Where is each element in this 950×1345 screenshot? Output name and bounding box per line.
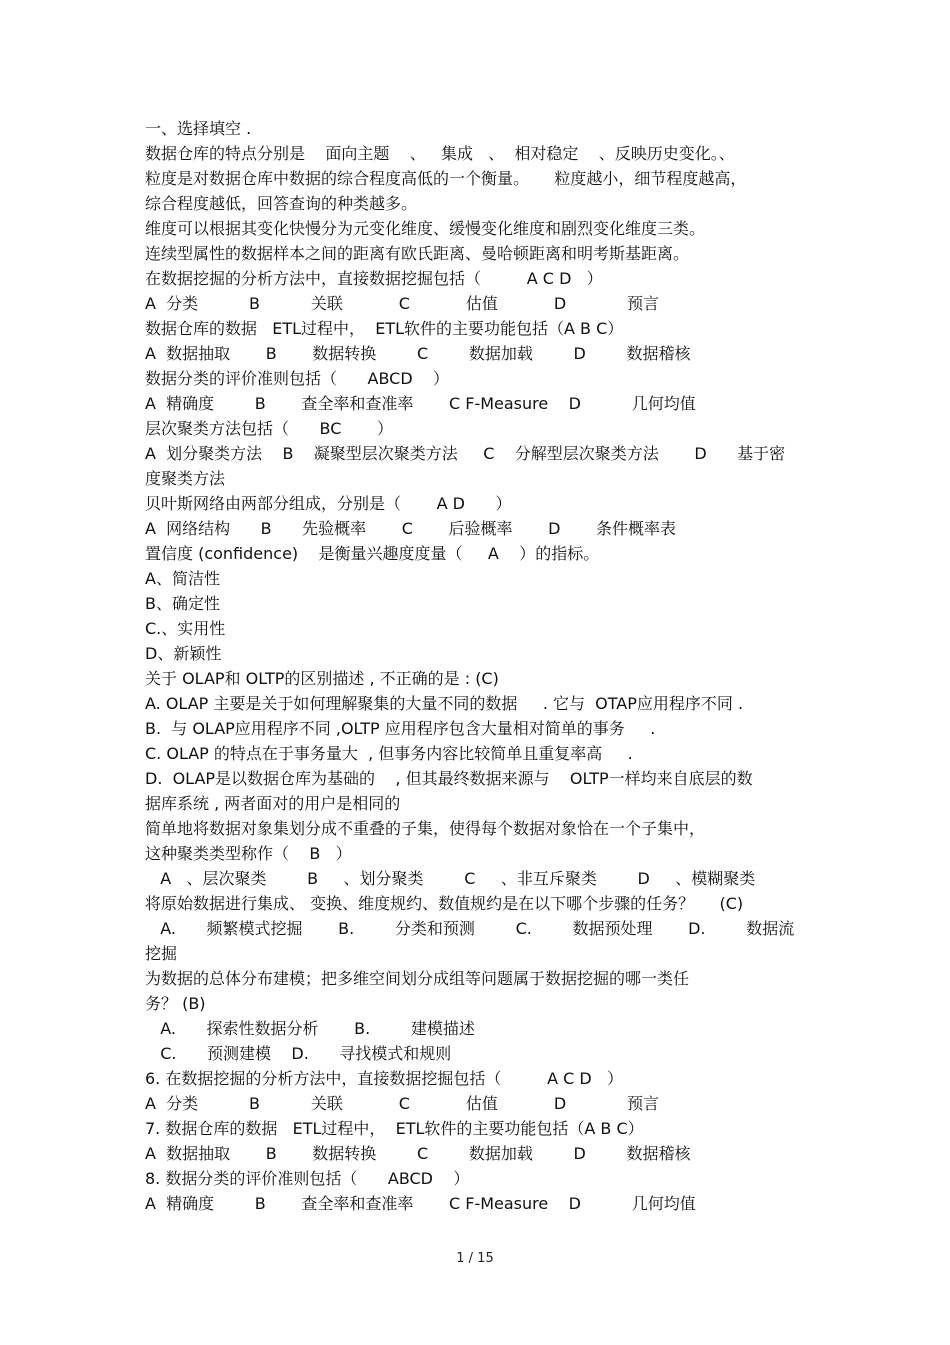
- text-line: B、确定性: [145, 594, 220, 613]
- text-line: 简单地将数据对象集划分成不重叠的子集，使得每个数据对象恰在一个子集中，: [145, 819, 706, 838]
- text-line: A 划分聚类方法 B 凝聚型层次聚类方法 C 分解型层次聚类方法 D 基于密: [145, 444, 786, 463]
- text-line: 数据仓库的数据 ETL过程中， ETL软件的主要功能包括（A B C）: [145, 319, 624, 338]
- text-line: 务？ (B): [145, 994, 206, 1013]
- text-line: 数据分类的评价准则包括（ ABCD ）: [145, 369, 449, 388]
- text-line: 关于 OLAP和 OLTP的区别描述 , 不正确的是 : (C): [145, 669, 499, 688]
- text-line: 为数据的总体分布建模；把多维空间划分成组等问题属于数据挖掘的哪一类任: [145, 969, 690, 988]
- text-line: 这种聚类类型称作（ B ）: [145, 844, 352, 863]
- text-line: 连续型属性的数据样本之间的距离有欧氏距离、曼哈顿距离和明考斯基距离。: [145, 244, 690, 263]
- text-line: 一、选择填空 .: [145, 119, 252, 138]
- text-line: 置信度 (confidence) 是衡量兴趣度度量（ A ）的指标。: [145, 544, 600, 563]
- text-line: A 数据抽取 B 数据转换 C 数据加载 D 数据稽核: [145, 1144, 691, 1163]
- text-line: A 、层次聚类 B 、划分聚类 C 、非互斥聚类 D 、模糊聚类: [145, 869, 756, 888]
- page-number: 1 / 15: [456, 1251, 494, 1266]
- text-line: 数据仓库的特点分别是 面向主题 、 集成 、 相对稳定 、反映历史变化。、: [145, 144, 735, 163]
- text-line: A 数据抽取 B 数据转换 C 数据加载 D 数据稽核: [145, 344, 691, 363]
- text-line: A 精确度 B 查全率和查准率 C F-Measure D 几何均值: [145, 1194, 696, 1213]
- text-line: 在数据挖掘的分析方法中，直接数据挖掘包括（ A C D ）: [145, 269, 603, 288]
- text-line: 6. 在数据挖掘的分析方法中，直接数据挖掘包括（ A C D ）: [145, 1069, 623, 1088]
- text-line: 将原始数据进行集成、 变换、维度规约、数值规约是在以下哪个步骤的任务？ (C): [145, 894, 744, 913]
- text-line: A 网络结构 B 先验概率 C 后验概率 D 条件概率表: [145, 519, 677, 538]
- text-line: A. 频繁模式挖掘 B. 分类和预测 C. 数据预处理 D. 数据流: [145, 919, 795, 938]
- text-line: C. OLAP 的特点在于事务量大 , 但事务内容比较简单且重复率高 .: [145, 744, 633, 763]
- document-body: [145, 116, 810, 1216]
- text-line: 挖掘: [145, 944, 178, 963]
- text-line: 据库系统 , 两者面对的用户是相同的: [145, 794, 401, 813]
- text-line: A. 探索性数据分析 B. 建模描述: [145, 1019, 475, 1038]
- text-line: C.、实用性: [145, 619, 226, 638]
- text-line: 维度可以根据其变化快慢分为元变化维度、缓慢变化维度和剧烈变化维度三类。: [145, 219, 706, 238]
- text-line: 贝叶斯网络由两部分组成，分别是（ A D ）: [145, 494, 512, 513]
- text-line: D. OLAP是以数据仓库为基础的 , 但其最终数据来源与 OLTP一样均来自底层的数: [145, 769, 753, 788]
- text-line: D、新颖性: [145, 644, 222, 663]
- text-line: A、简洁性: [145, 569, 220, 588]
- text-line: A 分类 B 关联 C 估值 D 预言: [145, 294, 660, 313]
- text-line: 粒度是对数据仓库中数据的综合程度高低的一个衡量。 粒度越小，细节程度越高，: [145, 169, 747, 188]
- text-line: 7. 数据仓库的数据 ETL过程中， ETL软件的主要功能包括（A B C）: [145, 1119, 644, 1138]
- text-line: B. 与 OLAP应用程序不同 ,OLTP 应用程序包含大量相对简单的事务 .: [145, 719, 656, 738]
- text-line: 8. 数据分类的评价准则包括（ ABCD ）: [145, 1169, 470, 1188]
- text-line: A. OLAP 主要是关于如何理解聚集的大量不同的数据 . 它与 OTAP应用程序不同 .: [145, 694, 744, 713]
- text-line: A 分类 B 关联 C 估值 D 预言: [145, 1094, 660, 1113]
- text-line: 度聚类方法: [145, 469, 226, 488]
- text-line: A 精确度 B 查全率和查准率 C F-Measure D 几何均值: [145, 394, 696, 413]
- text-line: 层次聚类方法包括（ BC ）: [145, 419, 393, 438]
- text-line: C. 预测建模 D. 寻找模式和规则: [145, 1044, 452, 1063]
- text-line: 综合程度越低，回答查询的种类越多。: [145, 194, 418, 213]
